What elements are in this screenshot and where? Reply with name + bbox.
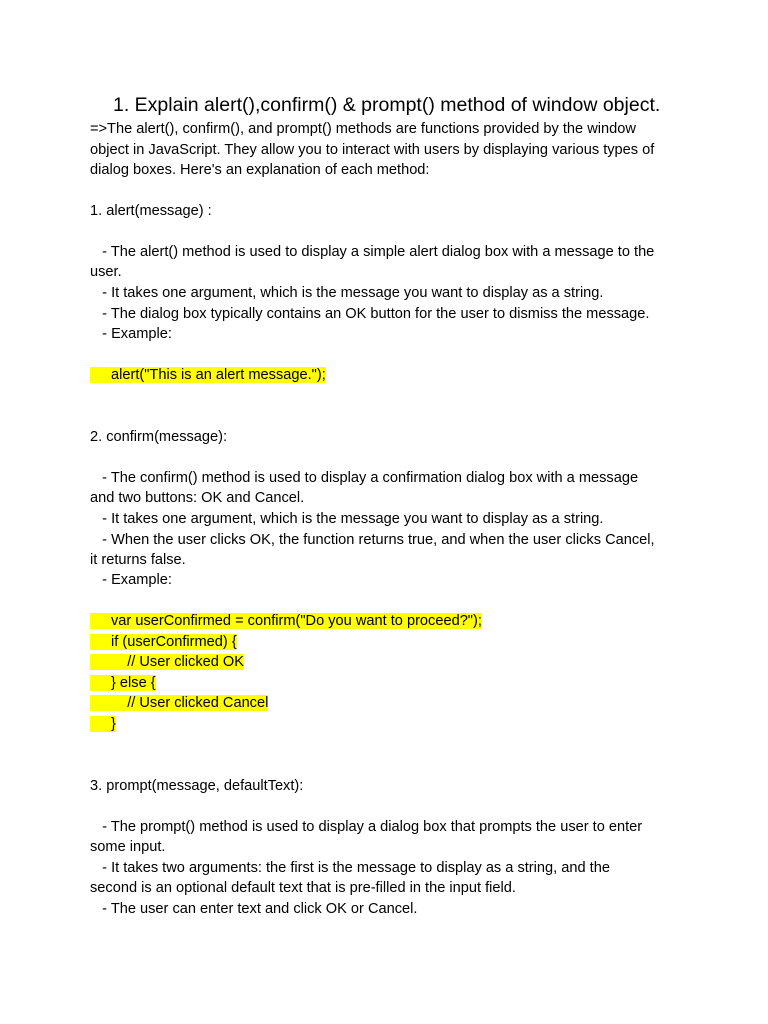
code-highlight: var userConfirmed = confirm("Do you want to proceed?");	[90, 613, 482, 629]
alert-description-line: - Example:	[90, 326, 172, 342]
confirm-description-line: - Example:	[90, 572, 172, 588]
intro-line: dialog boxes. Here's an explanation of each method:	[90, 162, 430, 178]
page-title: 1. Explain alert(),confirm() & prompt() method of window object.	[113, 94, 661, 116]
prompt-description-line: - The user can enter text and click OK or Cancel.	[90, 901, 418, 917]
code-highlight: // User clicked Cancel	[90, 695, 268, 711]
confirm-heading: 2. confirm(message):	[90, 429, 228, 445]
intro-line: =>The alert(), confirm(), and prompt() methods are functions provided by the window	[90, 121, 636, 137]
confirm-code-line	[90, 714, 116, 734]
confirm-description-line: and two buttons: OK and Cancel.	[90, 490, 305, 506]
code-highlight: } else {	[90, 675, 156, 691]
confirm-description-line: it returns false.	[90, 552, 186, 568]
alert-description-line: - It takes one argument, which is the message you want to display as a string.	[90, 285, 604, 301]
prompt-description-line: some input.	[90, 839, 166, 855]
confirm-code-line	[90, 673, 156, 693]
confirm-code-line	[90, 611, 482, 631]
prompt-description-line: - It takes two arguments: the first is the message to display as a string, and the	[90, 860, 610, 876]
prompt-description-line: - The prompt() method is used to display a dialog box that prompts the user to enter	[90, 819, 643, 835]
confirm-code-line	[90, 652, 244, 672]
prompt-description-line: second is an optional default text that is pre-filled in the input field.	[90, 880, 516, 896]
alert-description-line: - The alert() method is used to display a simple alert dialog box with a message to the	[90, 244, 655, 260]
code-highlight: // User clicked OK	[90, 654, 244, 670]
confirm-description-line: - The confirm() method is used to display a confirmation dialog box with a message	[90, 470, 639, 486]
alert-description-line: - The dialog box typically contains an OK button for the user to dismiss the message.	[90, 306, 650, 322]
code-highlight: if (userConfirmed) {	[90, 634, 237, 650]
confirm-description-line: - When the user clicks OK, the function returns true, and when the user clicks Cancel,	[90, 532, 655, 548]
alert-code-line	[90, 365, 326, 385]
code-highlight: }	[90, 716, 116, 732]
alert-heading: 1. alert(message) :	[90, 203, 212, 219]
confirm-code-line	[90, 693, 268, 713]
confirm-code-line	[90, 632, 237, 652]
code-highlight: alert("This is an alert message.");	[90, 367, 326, 383]
confirm-description-line: - It takes one argument, which is the message you want to display as a string.	[90, 511, 604, 527]
intro-line: object in JavaScript. They allow you to interact with users by displaying various types of	[90, 142, 655, 158]
prompt-heading: 3. prompt(message, defaultText):	[90, 778, 304, 794]
alert-description-line: user.	[90, 264, 122, 280]
